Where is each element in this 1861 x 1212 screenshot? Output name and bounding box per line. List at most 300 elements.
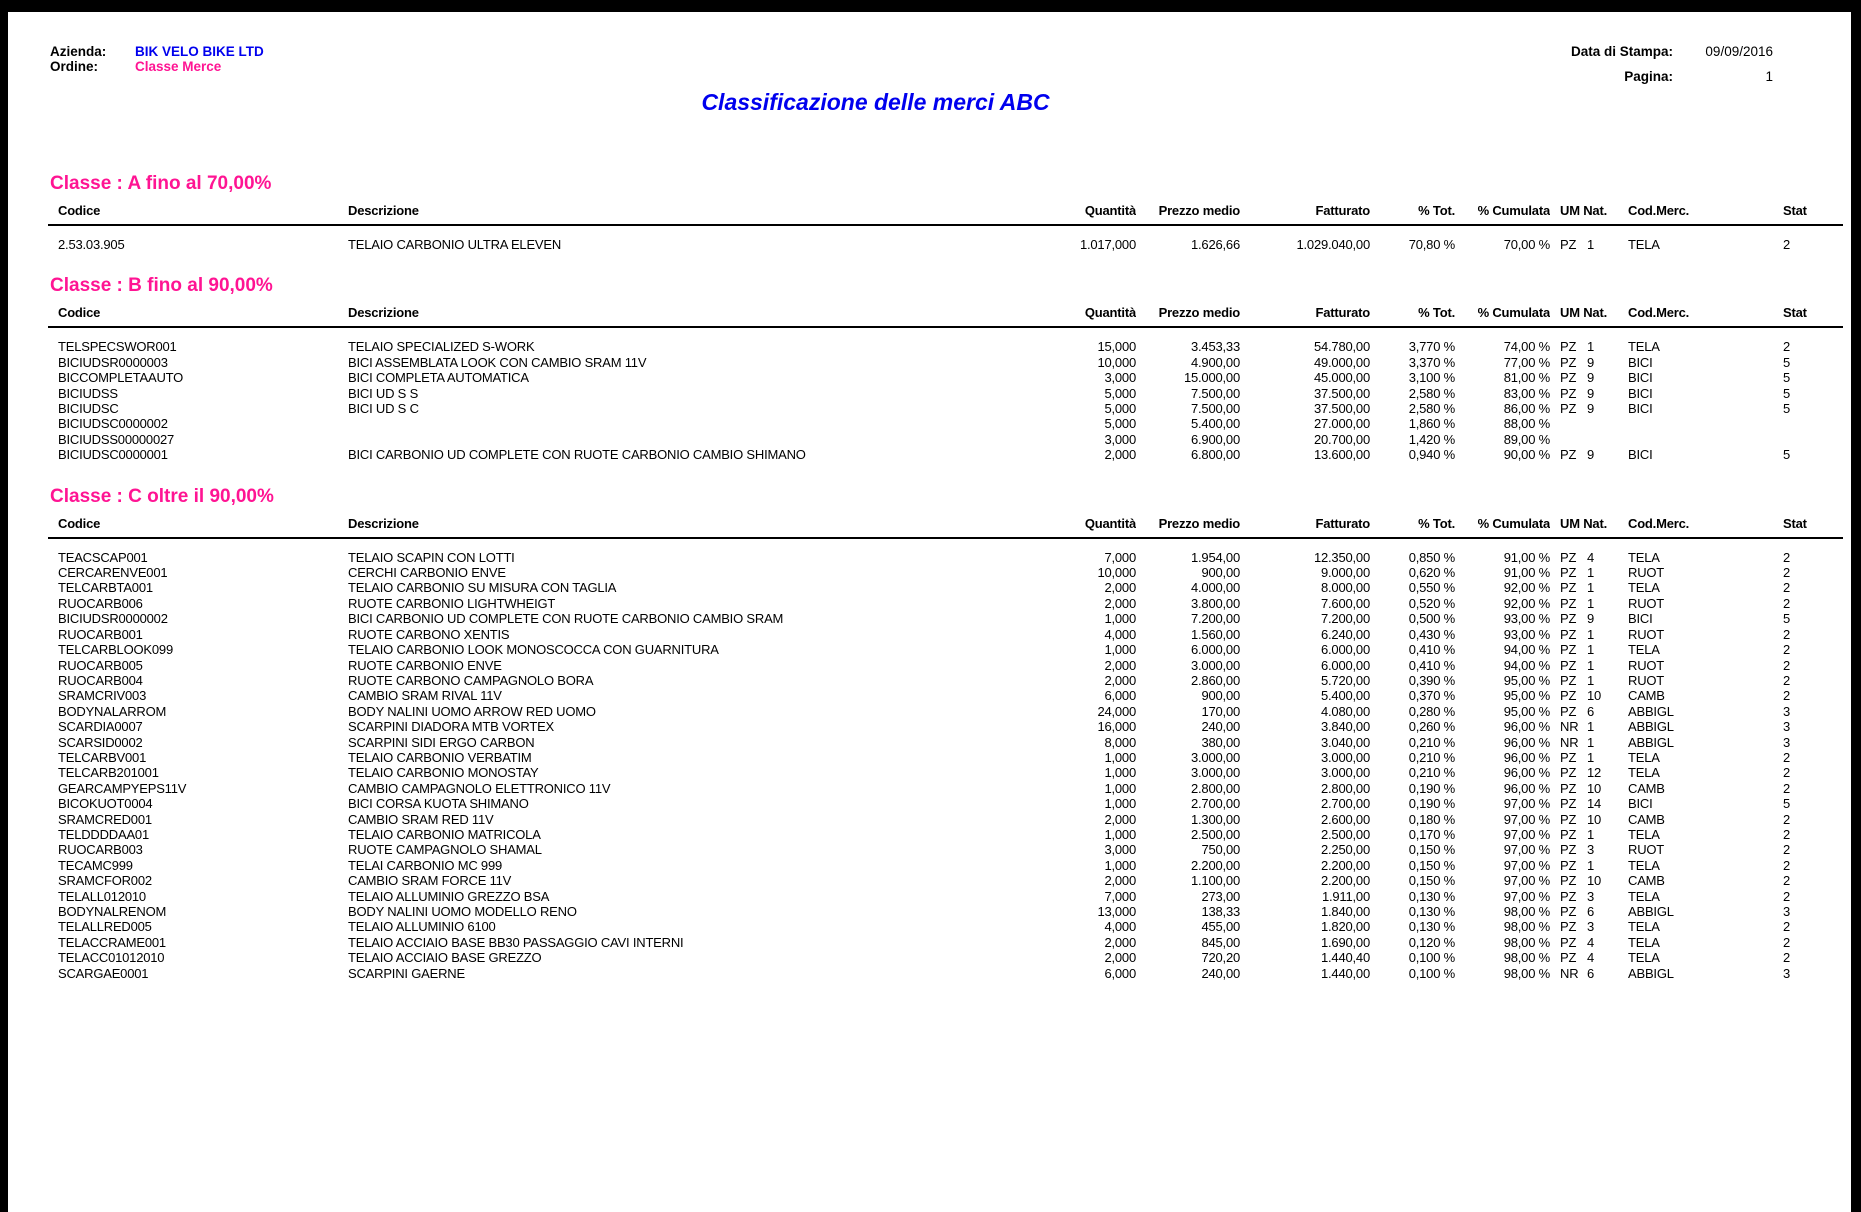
cell-perc-tot: 3,370 %	[1408, 354, 1455, 370]
cell-quantita: 10,000	[1097, 354, 1136, 370]
cell-codice: TELCARBLOOK099	[58, 642, 173, 658]
cell-cod-merc: TELA	[1628, 339, 1660, 355]
cell-um-nat	[1550, 416, 1625, 431]
nat-value: 1	[1587, 672, 1595, 688]
cell-um-nat	[1550, 966, 1625, 981]
cell-codice: TECAMC999	[58, 857, 133, 873]
table-row	[48, 432, 1843, 447]
class-heading: Classe : B fino al 90,00%	[50, 275, 273, 297]
cell-descrizione: TELAIO CARBONIO MATRICOLA	[348, 826, 541, 842]
cell-cod-merc: ABBIGL	[1628, 904, 1674, 919]
class-heading: Classe : A fino al 70,00%	[50, 173, 272, 194]
nat-value: 1	[1587, 565, 1595, 581]
cell-codice: SRAMCRED001	[58, 811, 152, 827]
cell-quantita: 2,000	[1104, 873, 1136, 889]
cell-descrizione: TELAIO SCAPIN CON LOTTI	[348, 549, 515, 565]
nat-value: 6	[1587, 703, 1595, 719]
cell-stat: 2	[1783, 826, 1791, 842]
cell-stat: 2	[1783, 934, 1791, 950]
cell-perc-tot: 0,280 %	[1408, 703, 1455, 719]
cell-perc-tot: 0,550 %	[1408, 580, 1455, 596]
cell-quantita: 2,000	[1104, 447, 1136, 463]
cell-stat: 2	[1783, 950, 1791, 966]
header-cod-merc: Cod.Merc.	[1628, 203, 1690, 218]
cell-perc-tot: 0,190 %	[1408, 796, 1455, 812]
header-fatturato: Fatturato	[1315, 305, 1370, 321]
print-info	[1571, 44, 1773, 84]
cell-prezzo-medio: 3.000,00	[1190, 657, 1240, 673]
cell-descrizione	[338, 416, 1038, 431]
cell-prezzo-medio: 6.000,00	[1190, 642, 1240, 658]
cell-fatturato: 5.720,00	[1320, 672, 1370, 688]
cell-perc-cumulata: 96,00 %	[1503, 765, 1550, 781]
um-value: PZ	[1560, 765, 1577, 781]
cell-quantita: 2,000	[1104, 580, 1136, 596]
cell-cod-merc: ABBIGL	[1628, 965, 1674, 981]
header-perc-cumulata: % Cumulata	[1477, 515, 1550, 531]
um-value: PZ	[1560, 339, 1577, 355]
cell-codice: TELALLRED005	[58, 919, 152, 935]
cell-prezzo-medio: 1.954,00	[1190, 549, 1240, 565]
cell-perc-cumulata: 97,00 %	[1503, 857, 1550, 873]
cell-um-nat	[1550, 950, 1625, 965]
cell-descrizione: TELAIO CARBONIO MONOSTAY	[348, 765, 539, 781]
table-row	[48, 873, 1843, 888]
header-perc-tot: % Tot.	[1418, 515, 1455, 531]
cell-quantita: 1,000	[1104, 796, 1136, 812]
cell-cod-merc: RUOT	[1628, 842, 1665, 858]
header-perc-tot: % Tot.	[1418, 305, 1455, 321]
cell-um-nat	[1550, 339, 1625, 354]
cell-descrizione: CAMBIO SRAM RED 11V	[348, 811, 494, 827]
cell-fatturato: 2.250,00	[1320, 842, 1370, 858]
cell-quantita: 2,000	[1104, 595, 1136, 611]
cell-um-nat	[1550, 796, 1625, 811]
table-row	[48, 889, 1843, 904]
table-row	[48, 858, 1843, 873]
cell-cod-merc: TELA	[1628, 826, 1660, 842]
table-rows	[48, 550, 1843, 981]
cell-um-nat	[1550, 370, 1625, 385]
nat-value: 3	[1587, 919, 1595, 935]
cell-prezzo-medio: 7.200,00	[1190, 611, 1240, 627]
header-prezzo-medio: Prezzo medio	[1158, 203, 1240, 218]
cell-prezzo-medio: 455,00	[1201, 919, 1240, 935]
cell-fatturato: 7.200,00	[1320, 611, 1370, 627]
cell-perc-tot: 0,100 %	[1408, 965, 1455, 981]
cell-codice: TELACCRAME001	[58, 934, 166, 950]
cell-perc-cumulata: 98,00 %	[1503, 965, 1550, 981]
cell-um-nat	[1550, 750, 1625, 765]
cell-fatturato: 2.200,00	[1320, 873, 1370, 889]
cell-perc-tot: 0,430 %	[1408, 626, 1455, 642]
cell-fatturato: 1.440,00	[1320, 965, 1370, 981]
cell-prezzo-medio: 380,00	[1201, 734, 1240, 750]
table-row	[48, 796, 1843, 811]
cell-descrizione: RUOTE CAMPAGNOLO SHAMAL	[348, 842, 542, 858]
cell-fatturato: 13.600,00	[1313, 447, 1370, 463]
header-quantita: Quantità	[1084, 203, 1136, 218]
cell-perc-cumulata: 89,00 %	[1503, 431, 1550, 447]
cell-um-nat	[1550, 611, 1625, 626]
cell-cod-merc: TELA	[1628, 934, 1660, 950]
table-row	[48, 627, 1843, 642]
cell-cod-merc: BICI	[1628, 447, 1653, 463]
cell-stat: 2	[1783, 919, 1791, 935]
table-row	[48, 842, 1843, 857]
pagina-label: Pagina:	[1624, 69, 1673, 84]
cell-fatturato: 1.840,00	[1320, 904, 1370, 919]
cell-cod-merc: TELA	[1628, 580, 1660, 596]
cell-quantita: 1,000	[1104, 749, 1136, 765]
cell-um-nat	[1550, 596, 1625, 611]
cell-um-nat	[1550, 812, 1625, 827]
nat-value: 12	[1587, 765, 1602, 781]
cell-descrizione	[338, 432, 1038, 447]
cell-cod-merc: RUOT	[1628, 672, 1665, 688]
cell-perc-tot: 1,860 %	[1408, 416, 1455, 432]
cell-prezzo-medio: 720,20	[1201, 950, 1240, 966]
cell-stat: 5	[1783, 370, 1791, 386]
cell-quantita: 1.017,000	[1079, 237, 1136, 252]
cell-quantita: 3,000	[1104, 842, 1136, 858]
cell-fatturato: 4.080,00	[1320, 703, 1370, 719]
cell-perc-tot: 0,130 %	[1408, 919, 1455, 935]
cell-cod-merc	[1625, 432, 1775, 447]
cell-cod-merc: CAMB	[1628, 811, 1665, 827]
header-stat: Stat	[1783, 305, 1807, 321]
cell-cod-merc: RUOT	[1628, 657, 1665, 673]
cell-cod-merc: TELA	[1628, 888, 1660, 904]
cell-stat: 5	[1783, 401, 1791, 417]
table-row	[48, 704, 1843, 719]
cell-perc-cumulata: 94,00 %	[1503, 657, 1550, 673]
cell-quantita: 5,000	[1104, 385, 1136, 401]
cell-prezzo-medio: 2.200,00	[1190, 857, 1240, 873]
header-stat: Stat	[1783, 203, 1807, 218]
cell-quantita: 24,000	[1097, 703, 1136, 719]
um-value: PZ	[1560, 950, 1577, 966]
nat-value: 1	[1587, 826, 1595, 842]
cell-prezzo-medio: 240,00	[1201, 719, 1240, 735]
cell-codice: RUOCARB004	[58, 672, 143, 688]
cell-quantita: 5,000	[1104, 401, 1136, 417]
cell-descrizione: RUOTE CARBONO CAMPAGNOLO BORA	[348, 672, 594, 688]
cell-um-nat	[1550, 858, 1625, 873]
table-row	[48, 401, 1843, 416]
cell-stat: 3	[1783, 719, 1791, 735]
um-value: PZ	[1560, 626, 1577, 642]
cell-perc-cumulata: 98,00 %	[1503, 904, 1550, 919]
cell-descrizione: BICI COMPLETA AUTOMATICA	[348, 370, 529, 386]
cell-fatturato: 2.200,00	[1320, 857, 1370, 873]
um-value: PZ	[1560, 672, 1577, 688]
cell-stat: 3	[1783, 904, 1791, 919]
cell-descrizione: TELAIO CARBONIO ULTRA ELEVEN	[348, 237, 562, 252]
table-row	[48, 688, 1843, 703]
cell-prezzo-medio: 5.400,00	[1190, 416, 1240, 432]
cell-codice: RUOCARB005	[58, 657, 143, 673]
cell-codice: BICIUDSC0000002	[58, 416, 168, 432]
data-stampa-line	[1571, 44, 1773, 59]
cell-cod-merc	[1625, 416, 1775, 431]
cell-quantita: 4,000	[1104, 919, 1136, 935]
cell-stat: 2	[1783, 580, 1791, 596]
cell-perc-tot: 2,580 %	[1408, 385, 1455, 401]
cell-perc-cumulata: 96,00 %	[1503, 780, 1550, 796]
um-value: PZ	[1560, 549, 1577, 565]
cell-stat: 2	[1783, 811, 1791, 827]
cell-perc-tot: 0,130 %	[1408, 888, 1455, 904]
nat-value: 1	[1587, 237, 1595, 252]
cell-fatturato: 27.000,00	[1313, 416, 1370, 432]
cell-perc-tot: 1,420 %	[1408, 431, 1455, 447]
cell-descrizione: RUOTE CARBONIO LIGHTWHEIGT	[348, 595, 556, 611]
cell-perc-cumulata: 97,00 %	[1503, 796, 1550, 812]
cell-codice: BICOKUOT0004	[58, 796, 153, 812]
header-perc-cumulata: % Cumulata	[1477, 203, 1550, 218]
cell-stat: 2	[1783, 672, 1791, 688]
cell-quantita: 1,000	[1104, 826, 1136, 842]
cell-fatturato: 5.400,00	[1320, 688, 1370, 704]
cell-perc-cumulata: 96,00 %	[1503, 734, 1550, 750]
azienda-label: Azienda:	[50, 44, 107, 59]
cell-codice: CERCARENVE001	[58, 565, 168, 581]
cell-um-nat	[1550, 688, 1625, 703]
cell-perc-cumulata: 97,00 %	[1503, 811, 1550, 827]
nat-value: 9	[1587, 385, 1595, 401]
nat-value: 4	[1587, 549, 1595, 565]
cell-stat: 2	[1783, 873, 1791, 889]
cell-fatturato: 2.700,00	[1320, 796, 1370, 812]
nat-value: 1	[1587, 595, 1595, 611]
cell-codice: RUOCARB006	[58, 595, 143, 611]
cell-perc-tot: 0,170 %	[1408, 826, 1455, 842]
cell-perc-cumulata: 95,00 %	[1503, 672, 1550, 688]
nat-value: 1	[1587, 339, 1595, 355]
cell-prezzo-medio: 4.900,00	[1190, 354, 1240, 370]
cell-um-nat	[1550, 873, 1625, 888]
cell-perc-cumulata: 90,00 %	[1503, 447, 1550, 463]
ordine-value: Classe Merce	[135, 59, 222, 74]
nat-value: 10	[1587, 811, 1602, 827]
cell-um-nat	[1550, 735, 1625, 750]
um-value: PZ	[1560, 565, 1577, 581]
cell-codice: BICIUDSR0000003	[58, 354, 168, 370]
report-page	[8, 12, 1851, 1212]
header-codice: Codice	[58, 203, 101, 218]
cell-quantita: 7,000	[1104, 549, 1136, 565]
header-quantita: Quantità	[1084, 305, 1136, 321]
cell-stat: 3	[1783, 703, 1791, 719]
cell-prezzo-medio: 3.000,00	[1190, 765, 1240, 781]
cell-stat: 5	[1783, 796, 1791, 812]
cell-perc-cumulata: 96,00 %	[1503, 719, 1550, 735]
cell-descrizione: TELAIO ACCIAIO BASE BB30 PASSAGGIO CAVI INTERNI	[348, 934, 684, 950]
cell-um-nat	[1550, 658, 1625, 673]
report-title: Classificazione delle merci ABC	[701, 89, 1050, 115]
cell-descrizione: CERCHI CARBONIO ENVE	[348, 565, 506, 581]
um-value: PZ	[1560, 857, 1577, 873]
cell-quantita: 2,000	[1104, 934, 1136, 950]
cell-fatturato: 20.700,00	[1313, 431, 1370, 447]
cell-prezzo-medio: 4.000,00	[1190, 580, 1240, 596]
cell-perc-tot: 2,580 %	[1408, 401, 1455, 417]
cell-codice: 2.53.03.905	[58, 237, 125, 252]
cell-um-nat	[1550, 842, 1625, 857]
cell-cod-merc: TELA	[1628, 642, 1660, 658]
um-value: PZ	[1560, 688, 1577, 704]
table-row	[48, 447, 1843, 462]
cell-perc-cumulata: 94,00 %	[1503, 642, 1550, 658]
cell-fatturato: 1.440,40	[1320, 950, 1370, 966]
table-row	[48, 386, 1843, 401]
cell-cod-merc: TELA	[1628, 765, 1660, 781]
nat-value: 1	[1587, 657, 1595, 673]
table-row	[48, 735, 1843, 750]
header-um-nat: UM Nat.	[1560, 515, 1607, 531]
nat-value: 4	[1587, 950, 1595, 966]
cell-perc-tot: 0,260 %	[1408, 719, 1455, 735]
cell-cod-merc: TELA	[1628, 919, 1660, 935]
cell-quantita: 16,000	[1097, 719, 1136, 735]
um-value: PZ	[1560, 385, 1577, 401]
cell-perc-cumulata: 93,00 %	[1503, 611, 1550, 627]
pagina-line	[1571, 69, 1773, 84]
table-header-row	[48, 203, 1843, 226]
cell-codice: TELALL012010	[58, 888, 146, 904]
cell-prezzo-medio: 3.453,33	[1190, 339, 1240, 355]
nat-value: 1	[1587, 719, 1595, 735]
cell-perc-tot: 0,100 %	[1408, 950, 1455, 966]
cell-um-nat	[1550, 447, 1625, 462]
table-rows	[48, 237, 1843, 252]
cell-cod-merc: CAMB	[1628, 873, 1665, 889]
data-stampa-label: Data di Stampa:	[1570, 44, 1673, 59]
cell-codice: SCARGAE0001	[58, 965, 149, 981]
data-stampa-value: 09/09/2016	[1705, 44, 1773, 59]
cell-um-nat	[1550, 919, 1625, 934]
cell-fatturato: 2.800,00	[1320, 780, 1370, 796]
table-header-row	[48, 305, 1843, 328]
cell-codice: BICIUDSC0000001	[58, 447, 168, 463]
cell-stat	[1775, 416, 1843, 431]
nat-value: 3	[1587, 888, 1595, 904]
cell-descrizione: BICI ASSEMBLATA LOOK CON CAMBIO SRAM 11V	[348, 354, 647, 370]
cell-stat: 2	[1783, 339, 1791, 355]
cell-perc-cumulata: 96,00 %	[1503, 749, 1550, 765]
cell-um-nat	[1550, 904, 1625, 919]
cell-perc-cumulata: 98,00 %	[1503, 919, 1550, 935]
cell-cod-merc: BICI	[1628, 354, 1653, 370]
um-value: PZ	[1560, 919, 1577, 935]
cell-stat: 2	[1783, 857, 1791, 873]
cell-descrizione: BICI UD S C	[348, 401, 419, 417]
cell-prezzo-medio: 240,00	[1201, 965, 1240, 981]
table-row	[48, 642, 1843, 657]
um-value: PZ	[1560, 447, 1577, 463]
cell-prezzo-medio: 7.500,00	[1190, 401, 1240, 417]
cell-descrizione: SCARPINI GAERNE	[348, 965, 465, 981]
um-value: PZ	[1560, 657, 1577, 673]
cell-prezzo-medio: 138,33	[1201, 904, 1240, 919]
cell-quantita: 1,000	[1104, 611, 1136, 627]
cell-descrizione: TELAIO ALLUMINIO GREZZO BSA	[348, 888, 550, 904]
cell-descrizione: TELAIO CARBONIO VERBATIM	[348, 749, 532, 765]
nat-value: 4	[1587, 934, 1595, 950]
cell-perc-cumulata: 95,00 %	[1503, 703, 1550, 719]
cell-perc-cumulata: 74,00 %	[1503, 339, 1550, 355]
class-section	[48, 485, 1843, 981]
cell-descrizione: CAMBIO SRAM RIVAL 11V	[348, 688, 502, 704]
cell-perc-cumulata: 97,00 %	[1503, 842, 1550, 858]
cell-stat: 3	[1783, 965, 1791, 981]
nat-value: 9	[1587, 447, 1595, 463]
nat-value: 1	[1587, 580, 1595, 596]
cell-codice: TELDDDDAA01	[58, 826, 149, 842]
um-value: PZ	[1560, 370, 1577, 386]
cell-prezzo-medio: 7.500,00	[1190, 385, 1240, 401]
header-prezzo-medio: Prezzo medio	[1158, 305, 1240, 321]
nat-value: 10	[1587, 780, 1602, 796]
table-row	[48, 370, 1843, 385]
cell-codice: TELCARB201001	[58, 765, 159, 781]
class-section	[48, 172, 1843, 252]
cell-perc-tot: 0,850 %	[1408, 549, 1455, 565]
um-value: PZ	[1560, 237, 1577, 252]
header-perc-tot: % Tot.	[1418, 203, 1455, 218]
header-codice: Codice	[58, 305, 101, 321]
cell-perc-tot: 0,210 %	[1408, 734, 1455, 750]
cell-perc-cumulata: 81,00 %	[1503, 370, 1550, 386]
cell-stat: 3	[1783, 734, 1791, 750]
cell-fatturato: 2.500,00	[1320, 826, 1370, 842]
cell-quantita: 4,000	[1104, 626, 1136, 642]
cell-fatturato: 1.820,00	[1320, 919, 1370, 935]
table-row	[48, 237, 1843, 252]
cell-um-nat	[1550, 827, 1625, 842]
cell-descrizione: CAMBIO SRAM FORCE 11V	[348, 873, 512, 889]
table-row	[48, 673, 1843, 688]
cell-codice: TELACC01012010	[58, 950, 165, 966]
cell-stat: 5	[1783, 385, 1791, 401]
cell-perc-cumulata: 91,00 %	[1503, 549, 1550, 565]
cell-fatturato: 3.000,00	[1320, 749, 1370, 765]
cell-descrizione: TELAIO ACCIAIO BASE GREZZO	[348, 950, 542, 966]
cell-stat: 2	[1783, 595, 1791, 611]
cell-stat: 2	[1783, 565, 1791, 581]
cell-fatturato: 12.350,00	[1313, 549, 1370, 565]
cell-um-nat	[1550, 432, 1625, 447]
cell-descrizione: BICI CARBONIO UD COMPLETE CON RUOTE CARBONIO CAMBIO SRAM	[348, 611, 784, 627]
cell-perc-tot: 70,80 %	[1408, 237, 1455, 252]
um-value: PZ	[1560, 904, 1577, 919]
cell-quantita: 8,000	[1104, 734, 1136, 750]
nat-value: 6	[1587, 965, 1595, 981]
cell-descrizione: BICI CARBONIO UD COMPLETE CON RUOTE CARBONIO CAMBIO SHIMANO	[348, 447, 806, 463]
cell-perc-tot: 0,620 %	[1408, 565, 1455, 581]
um-value: PZ	[1560, 642, 1577, 658]
cell-um-nat	[1550, 401, 1625, 416]
header-codice: Codice	[58, 515, 101, 531]
um-value: NR	[1560, 965, 1579, 981]
nat-value: 10	[1587, 688, 1602, 704]
cell-quantita: 13,000	[1097, 904, 1136, 919]
table-row	[48, 355, 1843, 370]
table-row	[48, 611, 1843, 626]
cell-codice: BICIUDSS00000027	[58, 431, 175, 447]
cell-perc-cumulata: 97,00 %	[1503, 826, 1550, 842]
